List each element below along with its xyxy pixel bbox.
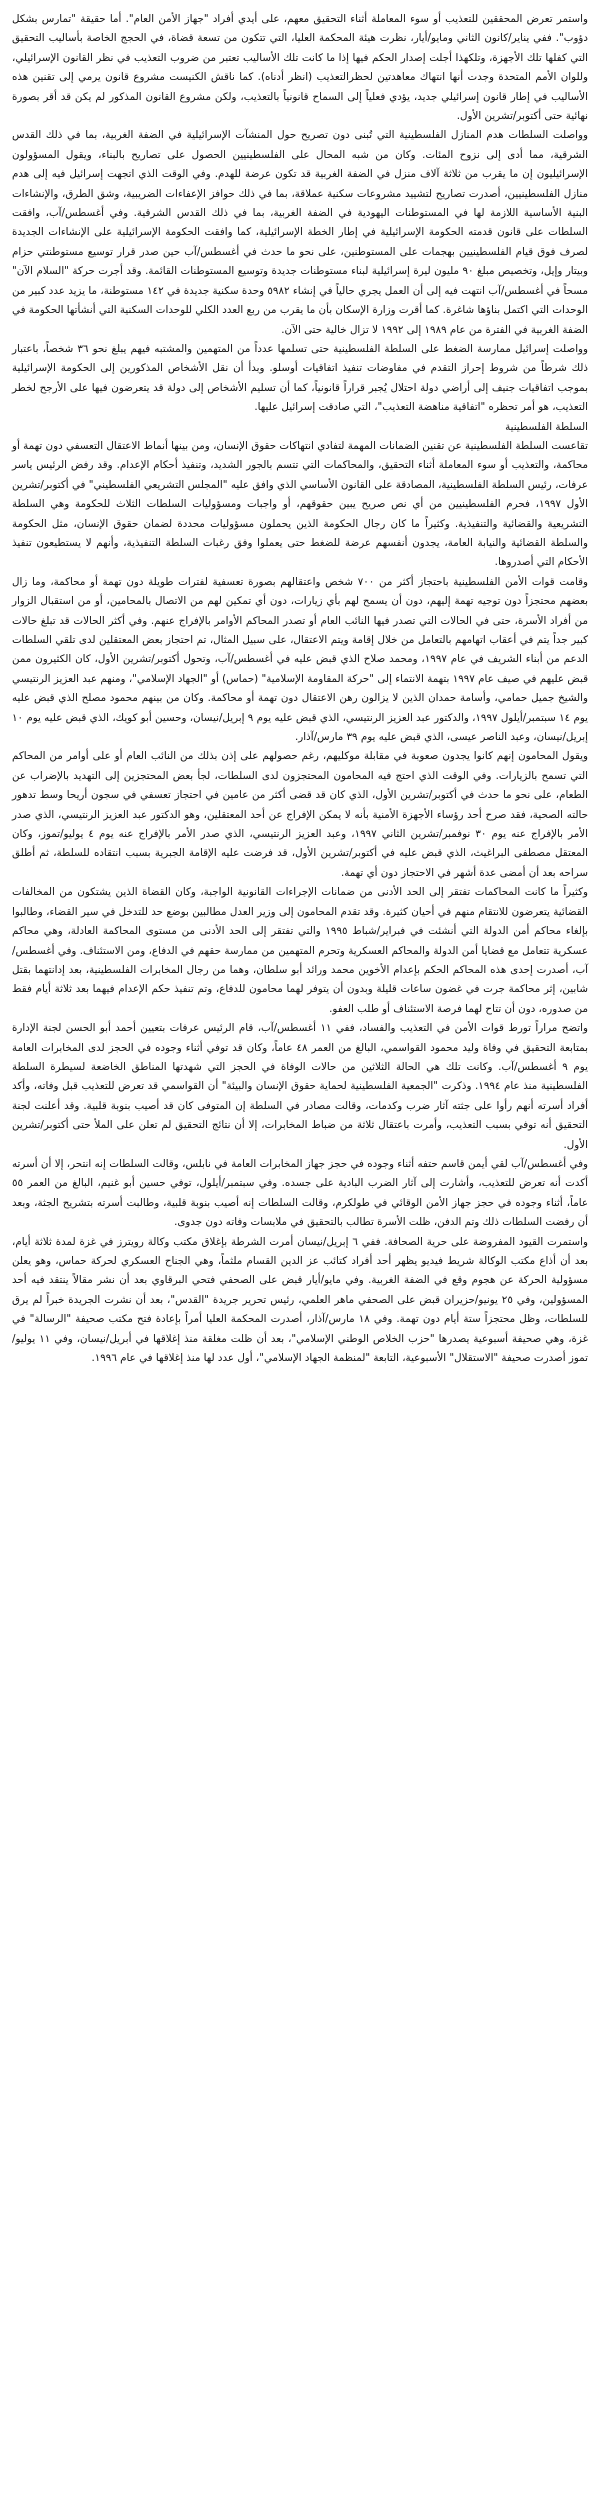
body-paragraph-5: وقامت قوات الأمن الفلسطينية باحتجاز أكثر من ٧٠٠ شخص واعتقالهم بصورة تعسفية لفترات طويلة دون تهمة أو محاكمة، وما زال بعضهم محتجزاً دون توجيه تهمة إليهم، دون أن يسمح لهم بأي زيارات، دون أي تمكين لهم من الاتصال بالمحامين، أو من استقبال الزوار من أفراد الأسرة، حتى في الحالات التي تصدر فيها النائب العام أو تصدر المحاكم الأوامر بالإفراج عنهم. وفي أكثر الحالات قد تبلغ حالات كبير جداً يتم في أعقاب اتهامهم بالتعامل من خلال إقامة ويتم الاعتقال، على سبيل المثال، تم احتجاز بعض المعتقلين لدى تلقي السلطات الدعم من أبناء الشريف في عام ١٩٩٧، ومحمد صلاح الذي قبض عليه في أغسطس/آب، وتحول أكتوبر/تشرين الأول، كان الكثيرون ممن قبض عليهم في صيف عام ١٩٩٧ بتهمة الانتماء إلى "حركة المقاومة الإسلامية" (حماس) أو "الجهاد الإسلامي"، ومنهم عبد العزيز الرنتيسي والشيخ جميل حمامي، وأسامة حمدان الذين لا يزالون رهن الاعتقال دون تهمة أو محاكمة. وكان من بينهم محمود مصلح الذي قبض عليه يوم ١٤ سبتمبر/أيلول ١٩٩٧، والدكتور عبد العزيز الرنتيسي، الذي قبض عليه يوم ٩ إبريل/نيسان، وحسين أبو كويك، الذي قبض عليه يوم ١٠ إبريل/نيسان، وعبد الناصر عيسى، الذي قبض عليه يوم ٣٩ مارس/آذار. (12, 575, 588, 744)
body-paragraph-1: واستمر تعرض المحققين للتعذيب أو سوء المعاملة أثناء التحقيق معهم، على أيدي أفراد "جهاز الأمن العام". أما حقيقة "تمارس بشكل دؤوب". ففي يناير/كانون الثاني ومايو/أيار، نظرت هيئة المحكمة العليا، التي تتكون من تسعة قضاة، في الحجج الخاصة بأساليب التحقيق التي كفلها تلك الأجهزة، وتلكهذا أجلت إصدار الحكم فيها إذا ما كانت تلك الأساليب تعتبر من ضروب التعذيب في نظر القانون الإسرائيلي، وللوان الأمم المتحدة وجدت أنها انتهاك معاهدتين لحظرالتعذيب (انظر أدناه). كما ناقش الكنيست مشروع قانون يرمي إلى تقنين هذه الأساليب في إطار قانون إسرائيلي جديد، يؤدي فعلياً إلى السماح قانونياً بالتعذيب، ولكن مشروع القانون المذكور لم يكن قد أقر بصورة نهائية حتى أكتوبر/تشرين الأول. (12, 13, 588, 123)
body-paragraph-2: وواصلت السلطات هدم المنازل الفلسطينية التي تُبنى دون تصريح حول المنشآت الإسرائيلية في الضفة الغربية، بما في ذلك القدس الشرقية، مما أدى إلى نزوح المئات. وكان من شبه المحال على الفلسطينيين الحصول على تصاريح بالبناء، ويقول المسؤولون الإسرائيليون إن ما يقرب من ثلاثة آلاف منزل في الضفة الغربية قد تكون عرضة للهدم. وفي الوقت الذي اتجهت إسرائيل فيه إلى هدم منازل الفلسطينيين، أصدرت تصاريح لتشييد مشروعات سكنية عملاقة، بما في ذلك حوافز الإعفاءات الضريبية، وشق الطرق، والإنشاءات البنية الأساسية اللازمة لها في المستوطنات اليهودية في الضفة الغربية، بما في ذلك القدس الشرقية. وفي أغسطس/آب، وافقت السلطات على قانون قدمته الحكومة الإسرائيلية في إطار الخطة الإسرائيلية، كما وافقت الحكومة الإسرائيلية على الإنشاءات الجديدة لصرف فوق قيام الفلسطينيين بهجمات على المستوطنين، على نحو ما حدث في أغسطس/آب حين صدر قرار توسيع مستوطنتي حزام وبيتار وإيل، وتخصيص مبلغ ٩٠ مليون ليرة إسرائيلية لبناء مستوطنات جديدة وتوسيع المستوطنات القائمة. وقد أجرت حركة "السلام الآن" مسحاً في أغسطس/آب انتهت فيه إلى أن العمل يجري حالياً في إنشاء ٥٩٨٢ وحدة سكنية جديدة في ١٤٢ مستوطنة، ما يزيد عدد كبير من الوحدات التي اكتمل بناؤها شاغرة. كما أقرت وزارة الإسكان بأن ما يقرب من ربع العدد الكلي للوحدات السكنية التي أنشأتها الحكومة في الضفة الغربية في الفترة من عام ١٩٨٩ إلى ١٩٩٢ لا تزال خالية حتى الآن. (12, 129, 588, 336)
body-paragraph-4: تقاعست السلطة الفلسطينية عن تقنين الضمانات المهمة لتفادي انتهاكات حقوق الإنسان، ومن بينها أنماط الاعتقال التعسفي دون تهمة أو محاكمة، والتعذيب أو سوء المعاملة أثناء التحقيق، والمحاكمات التي تتسم بالجور الشديد، وتنفيذ أحكام الإعدام. وقد رفض الرئيس ياسر عرفات، رئيس السلطة الفلسطينية، المصادقة على القانون الأساسي الذي وافق عليه "المجلس التشريعي الفلسطيني" في أكتوبر/تشرين الأول ١٩٩٧، فحرم الفلسطينيين من أي نص صريح يبين حقوقهم، أو واجبات ومسؤوليات السلطات الثلاث للحكومة وهي السلطة التشريعية والقضائية والتنفيذية. وكثيراً ما كان رجال الحكومة الذين يحملون مسؤوليات محددة لضمان حقوق الإنسان، مثل الحكومة والسلطة القضائية والنيابة العامة، يجدون أنفسهم عرضة للضغط حتى يعملوا وفق رغبات السلطة التنفيذية، وأنهم لا يستطيعون تنفيذ الأحكام التي أصدروها. (12, 439, 588, 569)
body-paragraph-7: وكثيراً ما كانت المحاكمات تفتقر إلى الحد الأدنى من ضمانات الإجراءات القانونية الواجبة، وكان القضاة الذين يشتكون من المخالفات القضائية يتعرضون للانتقام منهم في أحيان كثيرة. وقد تقدم المحامون إلى وزير العدل مطالبين بوضع حد للتدخل في سير القضاء، وطالبوا بإلغاء محاكم أمن الدولة التي أنشئت في فبراير/شباط ١٩٩٥ والتي تفتقر إلى الحد الأدنى من مستوى المحاكمة العادلة، وهي محاكم عسكرية تتعامل مع قضايا أمن الدولة والمحاكم العسكرية وتحرم المتهمين من ممارسة حقهم في الدفاع، ومن الاستئناف. وفي أغسطس/آب، أصدرت إحدى هذه المحاكم الحكم بإعدام الأخوين محمد ورائد أبو سلطان، وهما من رجال المخابرات الفلسطينية، بعد إدانتهما بقتل شابين، إثر محاكمة جرت في غضون ساعات قليلة وبدون أن يتوفر لهما محامون للدفاع، وتم تنفيذ حكم الإعدام فيهما بعد ثلاثة أيام فقط من صدوره، دون أن تتاح لهما فرصة الاستئناف أو طلب العفو. (12, 886, 588, 1015)
section-heading: السلطة الفلسطينية (505, 420, 588, 433)
body-paragraph-6: ويقول المحامون إنهم كانوا يجدون صعوبة في مقابلة موكليهم، رغم حصولهم على إذن بذلك من النائب العام أو على أوامر من المحاكم التي تسمح بالزيارات. وفي الوقت الذي احتج فيه المحامون المحتجزون لدى السلطات، لجأ بعض المحتجزين إلى التهديد بالإضراب عن الطعام، على نحو ما حدث في أكتوبر/تشرين الأول، الذي كان قد قضى أكثر من عامين في احتجاز تعسفي في سجون أريحا وسط تدهور حالته الصحية، فقد صرح أحد رؤساء الأجهزة الأمنية بأنه لا يمكن الإفراج عن أحد المعتقلين، وهو الدكتور عبد العزيز الرنتيسي، الذي صدر الأمر بالإفراج عنه يوم ٣٠ نوفمبر/تشرين الثاني ١٩٩٧، وعبد العزيز الرنتيسي، الذي صدر الأمر بالإفراج عنه يوم ٤ يوليو/تموز، وكان المعتقل مصطفى البراغيث، الذي قبض عليه في أكتوبر/تشرين الأول، قد فرضت عليه الإقامة الجبرية بسبب انتقاده للسلطة، ثم أطلق سراحه بعد أن أمضى عدة أشهر في الاحتجاز دون أي تهمة. (12, 750, 589, 879)
body-paragraph-3: وواصلت إسرائيل ممارسة الضغط على السلطة الفلسطينية حتى تسلمها عدداً من المتهمين والمشتبه فيهم يبلغ نحو ٣٦ شخصاً، باعتبار ذلك شرطاً من شروط إحراز التقدم في مفاوضات تنفيذ اتفاقيات أوسلو. وبدأ أن نقل الأشخاص المذكورين إلى الحكومة الإسرائيلية بموجب اتفاقيات جنيف إلى أراضي دولة احتلال يُجبر قراراً قانونياً، كما أن تسليم الأشخاص إلى دولة قد يتعرضون فيها على الأرجح لخطر التعذيب، هو أمر تحظره "اتفاقية مناهضة التعذيب"، التي صادقت إسرائيل عليها. (12, 342, 588, 414)
body-paragraph-10: واستمرت القيود المفروضة على حرية الصحافة. ففي ٦ إبريل/نيسان أمرت الشرطة بإغلاق مكتب وكالة رويترز في غزة لمدة ثلاثة أيام، بعد أن أذاع مكتب الوكالة شريط فيديو يظهر أحد أفراد كتائب عز الدين القسام ملثماً، وهي الجناح العسكري لحركة حماس، وهو يعلن مسؤولية الحركة عن هجوم وقع في الضفة الغربية. وفي مايو/أيار قبض على الصحفي فتحي البرقاوي بعد أن نشر مقالاً ينتقد فيه أحد المسؤولين، وفي ٢٥ يونيو/حزيران قبض على الصحفي ماهر العلمي، رئيس تحرير جريدة "القدس"، بعد أن نشرت الجريدة خبراً لم يرق للسلطات، وظل محتجزاً ستة أيام دون تهمة. وفي ١٨ مارس/آذار، أصدرت المحكمة العليا أمراً بإعادة فتح مكتب صحيفة "الرسالة" في غزة، وهي صحيفة أسبوعية يصدرها "حزب الخلاص الوطني الإسلامي"، بعد أن ظلت مغلقة منذ إغلاقها في أبريل/نيسان، وفي ١١ يوليو/تموز أصدرت صحيفة "الاستقلال" الأسبوعية، التابعة "لمنظمة الجهاد الإسلامي"، أول عدد لها منذ إغلاقها في عام ١٩٩٦. (12, 1235, 589, 1365)
body-paragraph-9: وفي أغسطس/آب لقي أيمن قاسم حتفه أثناء وجوده في حجز جهاز المخابرات العامة في نابلس، وقالت السلطات إنه انتحر، إلا أن أسرته أكدت أنه تعرض للتعذيب، وأشارت إلى آثار الضرب البادية على جسده. وفي سبتمبر/أيلول، توفي حسين أبو غنيم، البالغ من العمر ٥٥ عاماً، أثناء وجوده في حجز جهاز الأمن الوقائي في طولكرم، وقالت السلطات إنه أصيب بنوبة قلبية، وطالبت أسرته بتشريح الجثة، وبعد أن رفضت السلطات ذلك وتم الدفن، ظلت الأسرة تطالب بالتحقيق في ملابسات وفاته دون جدوى. (12, 1157, 588, 1229)
body-paragraph-8: واتضح مراراً تورط قوات الأمن في التعذيب والفساد، ففي ١١ أغسطس/آب، قام الرئيس عرفات بتعيين أحمد أبو الحسن لجنة الإدارة بمتابعة التحقيق في وفاة وليد محمود القواسمي، البالغ من العمر ٤٨ عاماً، وكان قد توفي أثناء وجوده في الحجز لدى المخابرات العامة يوم ٩ أغسطس/آب. وكانت تلك هي الحالة الثلاثين من حالات الوفاة في الحجز التي شهدتها المناطق الخاضعة لسيطرة السلطة الفلسطينية منذ عام ١٩٩٤. وذكرت "الجمعية الفلسطينية لحماية حقوق الإنسان والبيئة" أن القواسمي قد تعرض للتعذيب قبل وفاته، وأكد أفراد أسرته أنهم رأوا على جثته آثار ضرب وكدمات، وقالت مصادر في السلطة إن المتوفى كان قد أصيب بنوبة قلبية. وقد أعلنت لجنة التحقيق أنه توفي بسبب التعذيب، وأمرت باعتقال ثلاثة من ضباط المخابرات، إلا أن نتائج التحقيق لم تعلن على الملأ حتى أكتوبر/تشرين الأول. (12, 1022, 588, 1151)
